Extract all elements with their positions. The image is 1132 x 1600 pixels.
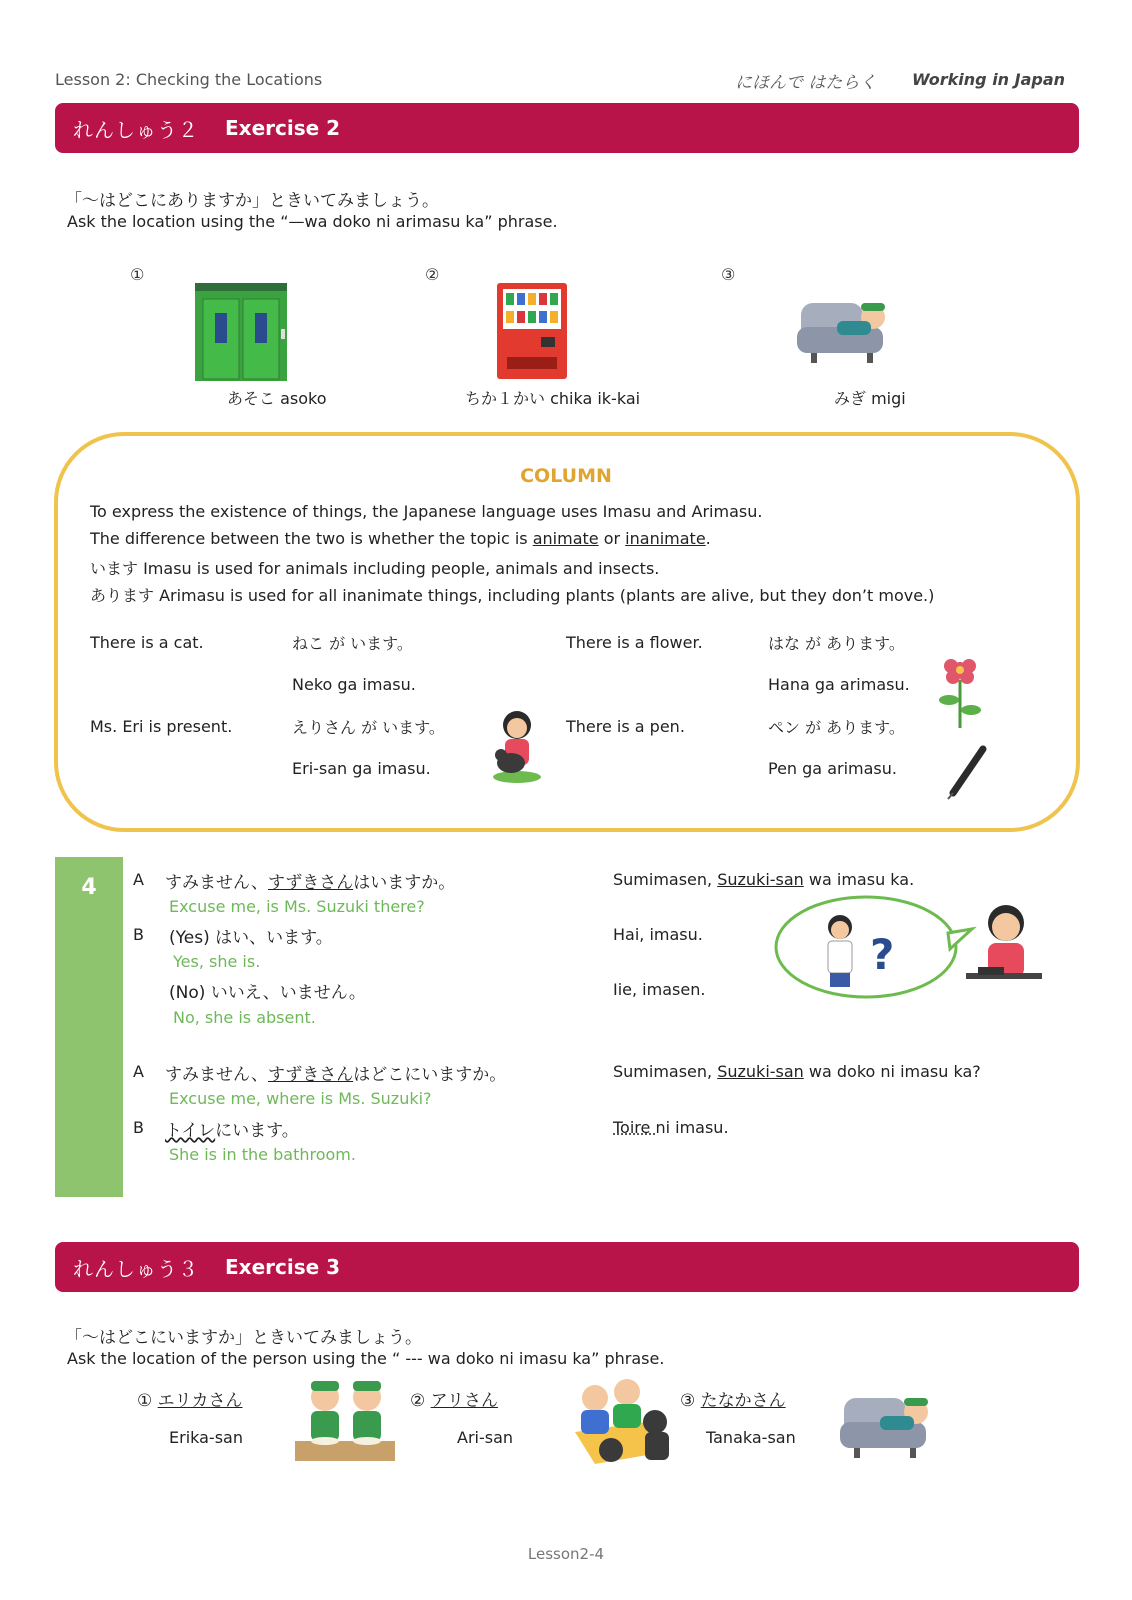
column-term-animate: animate — [532, 529, 599, 548]
section4-marker — [55, 857, 123, 1197]
item-number: ③ — [721, 265, 736, 284]
dialog-text: ni imasu. — [655, 1118, 729, 1137]
phone-call-illustration — [772, 893, 1042, 1005]
example-en: There is a flower. — [566, 633, 703, 652]
item-number: ② — [410, 1391, 426, 1411]
vending-machine-icon — [497, 283, 567, 379]
example-romaji: Hana ga arimasu. — [768, 675, 910, 694]
exercise3-instruction-en: Ask the location of the person using the “ --- wa doko ni imasu ka” phrase. — [67, 1349, 665, 1368]
column-text: . — [705, 529, 711, 548]
exercise2-header — [55, 103, 1079, 153]
dialog-translation: She is in the bathroom. — [169, 1145, 356, 1164]
dialog-translation: Excuse me, is Ms. Suzuki there? — [169, 897, 425, 916]
dialog-text: すみません、 — [165, 873, 269, 893]
example-jp: えりさん が います。 — [292, 718, 445, 737]
sofa-person-icon — [797, 283, 893, 367]
example-romaji: Pen ga arimasu. — [768, 759, 897, 778]
dialog-text: Sumimasen, — [613, 870, 718, 889]
person-name-jp: たなかさん — [700, 1391, 786, 1411]
example-romaji: Neko ga imasu. — [292, 675, 416, 694]
item-label: あそこ asoko — [227, 389, 327, 408]
dialog-romaji: Hai, imasu. — [613, 925, 703, 944]
dialog-name: すずきさん — [268, 1065, 354, 1085]
dialog-jp: (Yes) はい、います。 — [169, 928, 333, 948]
item-number: ③ — [680, 1391, 696, 1411]
dialog-name: Suzuki-san — [717, 1062, 804, 1081]
dialog-jp — [165, 1116, 299, 1141]
exercise3-instruction-jp: 「～はどこにいますか」ときいてみましょう。 — [65, 1328, 422, 1348]
item-label: ちか１かい chika ik-kai — [465, 389, 641, 408]
page-footer: Lesson2-4 — [527, 1545, 605, 1563]
exercise2-title-jp: れんしゅう２ — [73, 117, 199, 142]
girl-with-cat-icon — [489, 705, 545, 785]
column-line: To express the existence of things, the Japanese language uses Imasu and Arimasu. — [90, 502, 763, 521]
person-name-romaji: Ari-san — [457, 1428, 514, 1447]
kitchen-staff-icon — [293, 1375, 397, 1465]
sofa-person-icon — [840, 1378, 936, 1462]
person-item — [137, 1386, 243, 1411]
dialog-jp — [165, 1060, 506, 1085]
dialog-name: すずきさん — [268, 873, 354, 893]
dialog-translation: No, she is absent. — [173, 1008, 316, 1027]
item-number: ① — [137, 1391, 153, 1411]
dialog-text: Sumimasen, — [613, 1062, 718, 1081]
example-romaji: Eri-san ga imasu. — [292, 759, 431, 778]
dialog-place: トイレ — [165, 1121, 216, 1141]
dialog-translation: Excuse me, where is Ms. Suzuki? — [169, 1089, 432, 1108]
dialog-romaji — [613, 1118, 729, 1137]
speaker-label: B — [133, 1118, 144, 1137]
column-text: or — [598, 529, 626, 548]
dialog-text: にいます。 — [215, 1121, 299, 1141]
person-name-jp: アリさん — [430, 1391, 498, 1411]
example-en: There is a cat. — [90, 633, 204, 652]
exercise3-header — [55, 1242, 1079, 1292]
dialog-text: はいますか。 — [353, 873, 456, 893]
person-name-jp: エリカさん — [157, 1391, 243, 1411]
speaker-label: A — [133, 870, 144, 889]
dialog-romaji: Iie, imasen. — [613, 980, 706, 999]
example-jp: はな が あります。 — [768, 634, 905, 653]
dialog-text: wa imasu ka. — [803, 870, 915, 889]
column-line — [90, 529, 711, 548]
exercise3-title-en: Exercise 3 — [225, 1255, 341, 1279]
dialog-text: はどこにいますか。 — [353, 1065, 507, 1085]
column-text: The difference between the two is whether the topic is — [90, 529, 533, 548]
section4-number: 4 — [81, 875, 97, 900]
book-title-jp: にほんで はたらく — [735, 73, 877, 93]
speaker-label: A — [133, 1062, 144, 1081]
book-title-en: Working in Japan — [912, 70, 1066, 89]
column-line: あります Arimasu is used for all inanimate things, including plants (plants are alive, but they don’t move.) — [90, 586, 935, 605]
meeting-people-icon — [565, 1372, 675, 1472]
flower-icon — [935, 650, 985, 730]
exercise3-title-jp: れんしゅう３ — [73, 1256, 199, 1281]
dialog-jp: (No) いいえ、いません。 — [169, 983, 366, 1003]
example-en: Ms. Eri is present. — [90, 717, 233, 736]
exercise2-instruction-jp: 「～はどこにありますか」ときいてみましょう。 — [65, 191, 439, 211]
column-title: COLUMN — [520, 465, 612, 487]
example-jp: ねこ が います。 — [292, 634, 413, 653]
dialog-romaji — [613, 870, 914, 889]
exercise2-instruction-en: Ask the location using the “—wa doko ni arimasu ka” phrase. — [67, 212, 558, 231]
speaker-label: B — [133, 925, 144, 944]
dialog-jp — [165, 868, 455, 893]
dialog-translation: Yes, she is. — [173, 952, 261, 971]
lesson-title: Lesson 2: Checking the Locations — [55, 70, 323, 89]
pen-icon — [945, 745, 989, 801]
example-en: There is a pen. — [566, 717, 685, 736]
person-name-romaji: Erika-san — [169, 1428, 243, 1447]
column-term-inanimate: inanimate — [625, 529, 706, 548]
item-number: ② — [425, 265, 440, 284]
item-label: みぎ migi — [834, 389, 906, 408]
elevator-icon — [195, 283, 287, 381]
example-jp: ペン が あります。 — [768, 718, 905, 737]
person-item — [680, 1386, 786, 1411]
dialog-text: すみません、 — [165, 1065, 269, 1085]
column-box — [54, 432, 1080, 832]
person-item — [410, 1386, 498, 1411]
person-name-romaji: Tanaka-san — [706, 1428, 796, 1447]
item-number: ① — [130, 265, 145, 284]
dialog-place: Toire — [613, 1118, 656, 1137]
dialog-text: wa doko ni imasu ka? — [803, 1062, 981, 1081]
exercise2-title-en: Exercise 2 — [225, 116, 341, 140]
svg-text:?: ? — [870, 930, 895, 979]
column-line: います Imasu is used for animals including people, animals and insects. — [90, 559, 660, 578]
dialog-romaji — [613, 1062, 981, 1081]
dialog-name: Suzuki-san — [717, 870, 804, 889]
